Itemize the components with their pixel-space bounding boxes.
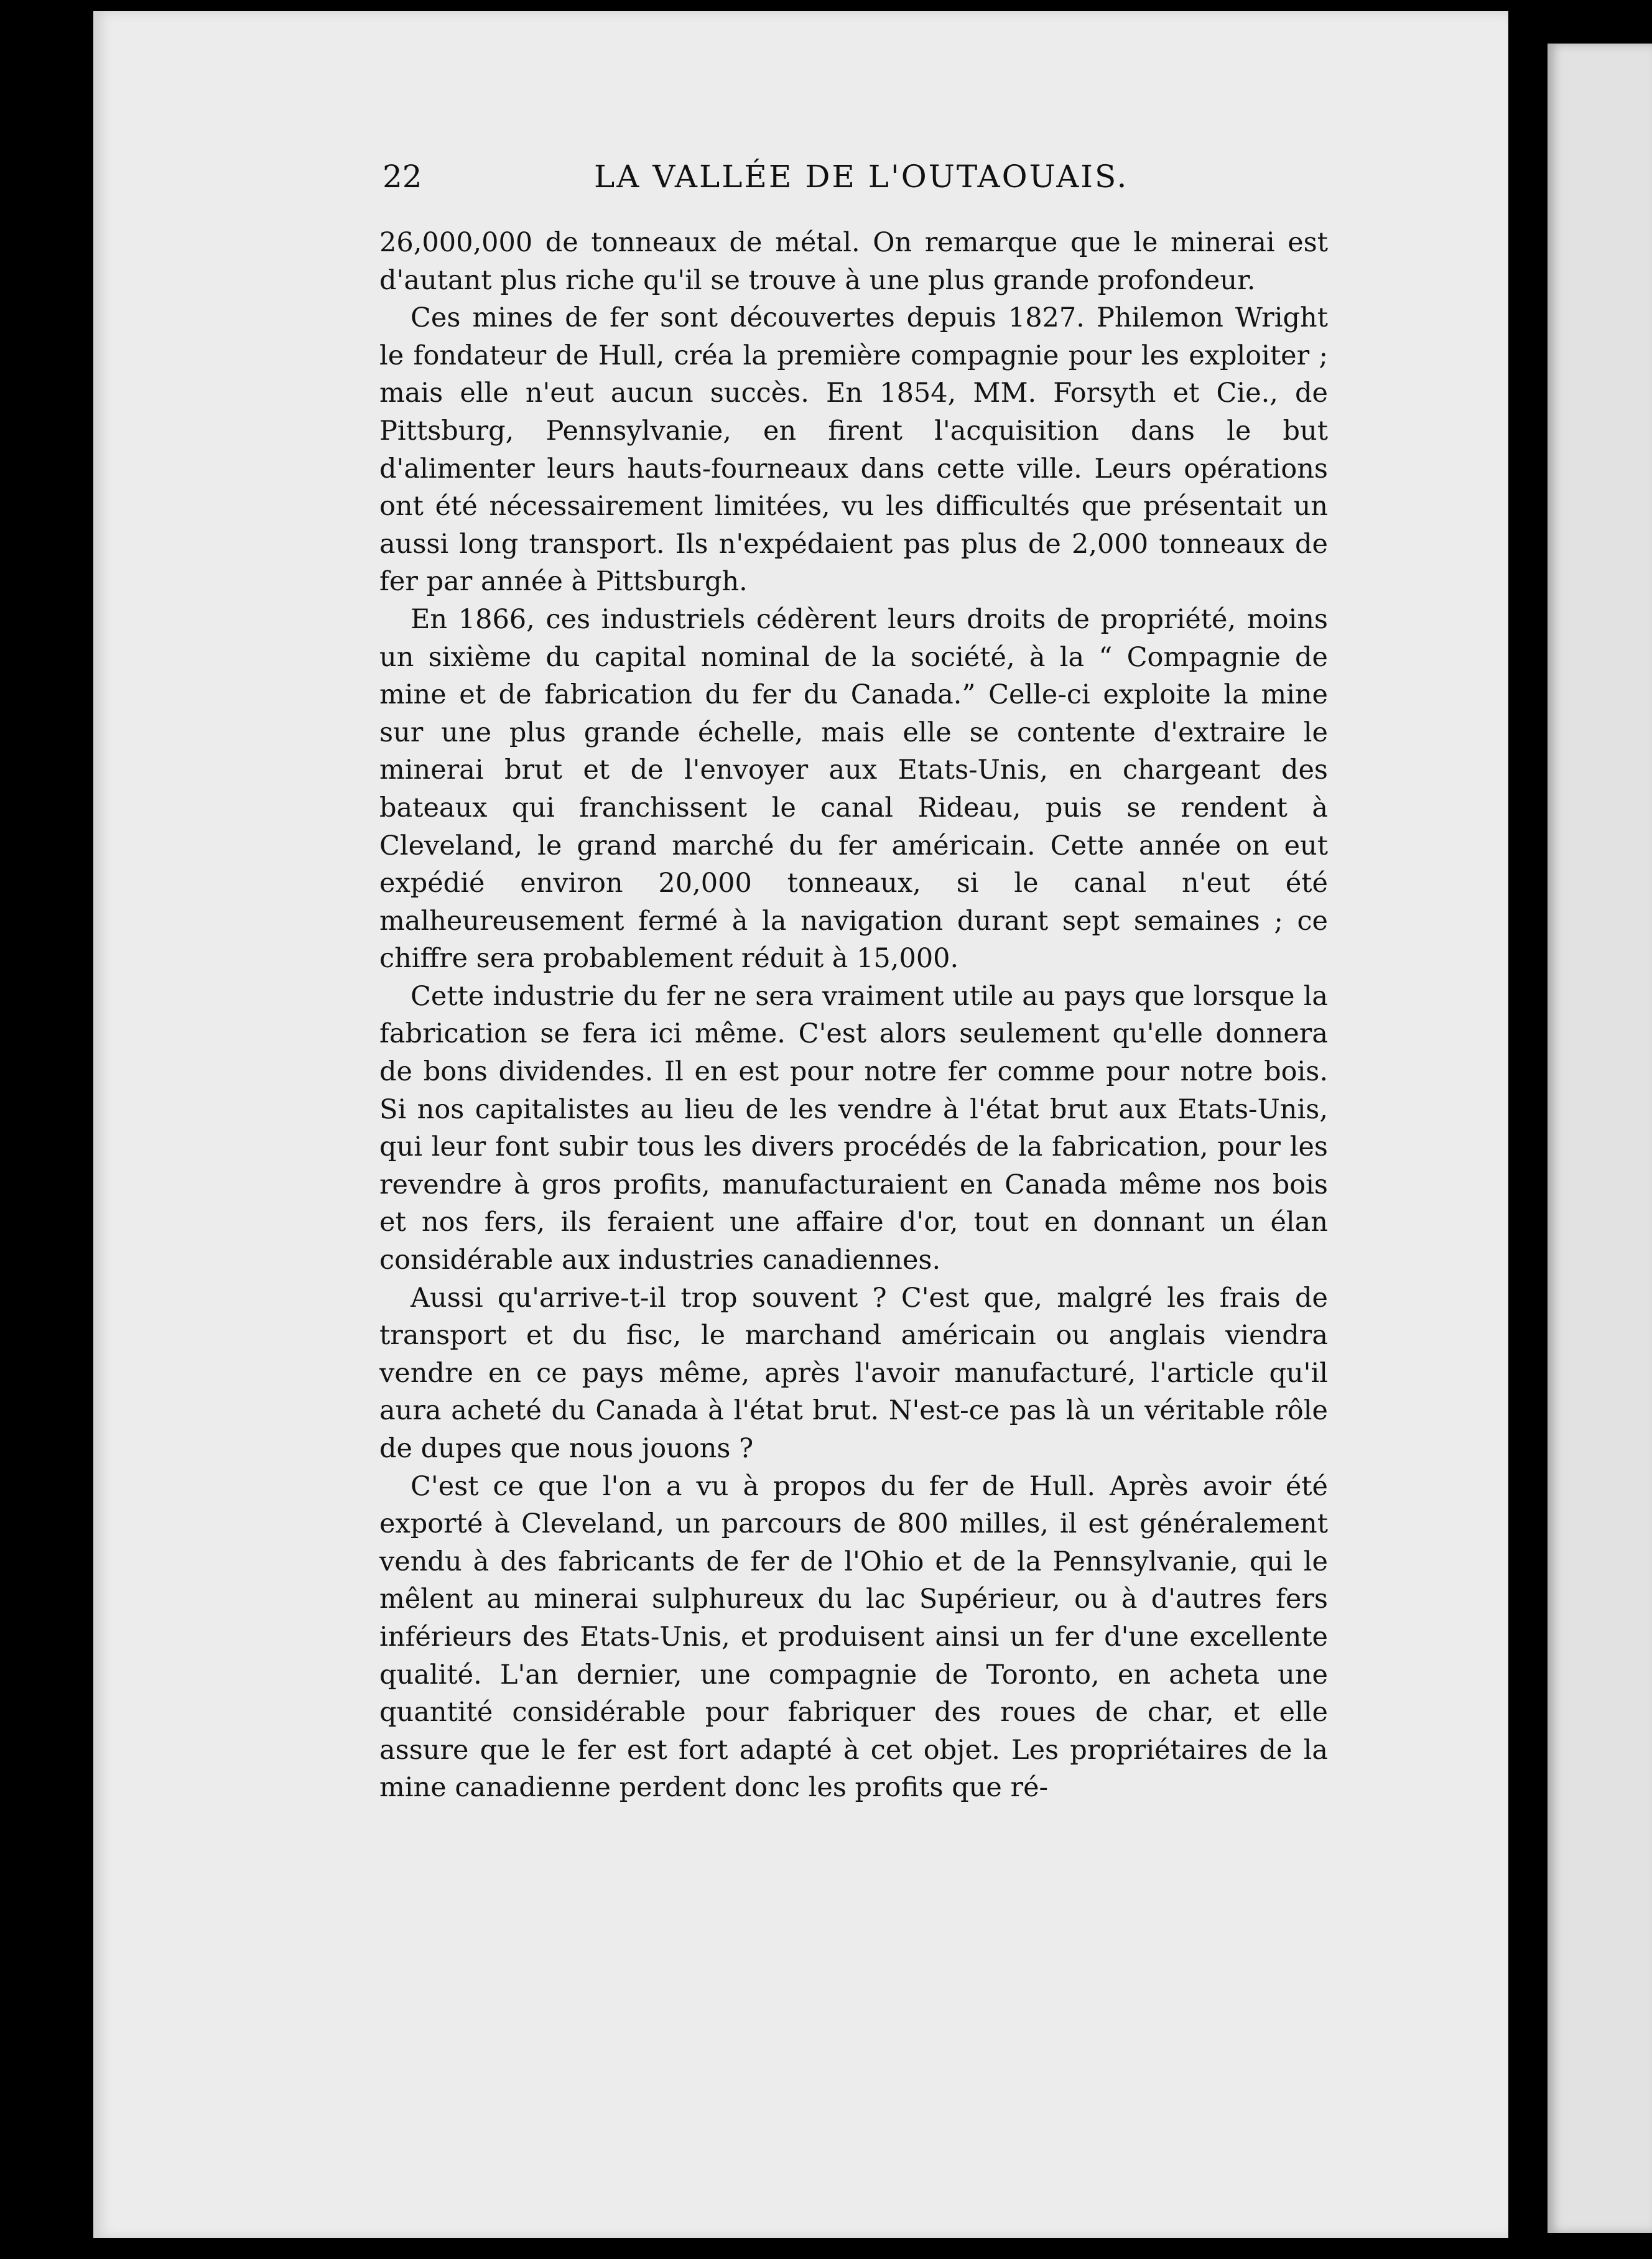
body-text: [379, 224, 1328, 1807]
paragraph: Cette industrie du fer ne sera vraiment utile au pays que lorsque la fabrication se fera ici même. C'est alors seulement qu'elle donnera de bons dividendes. Il en est pour notre fer comme pour notre bois. Si nos capitalistes au lieu de les vendre à l'état brut aux Etats-Unis, qui leur font subir tous les divers procédés de la fabrication, pour les revendre à gros profits, manufacturaient en Canada même nos bois et nos fers, ils feraient une affaire d'or, tout en donnant un élan considérable aux industries canadiennes.: [379, 980, 1328, 1276]
paragraph: Aussi qu'arrive-t-il trop souvent ? C'est que, malgré les frais de transport et du fisc, le marchand américain ou anglais viendra vendre en ce pays même, après l'avoir manufacturé, l'article qu'il aura acheté du Canada à l'état brut. N'est-ce pas là un véritable rôle de dupes que nous jouons ?: [379, 1282, 1328, 1464]
paragraph: 26,000,000 de tonneaux de métal. On remarque que le minerai est d'autant plus riche qu'il se trouve à une plus grande profondeur.: [379, 227, 1328, 296]
facing-page-edge: [1548, 44, 1652, 2233]
paragraph: C'est ce que l'on a vu à propos du fer de Hull. Après avoir été exporté à Cleveland, un parcours de 800 milles, il est généralement vendu à des fabricants de fer de l'Ohio et de la Pennsylvanie, qui le mêlent au minerai sulphureux du lac Supérieur, ou à d'autres fers inférieurs des Etats-Unis, et produisent ainsi un fer d'une excellente qualité. L'an dernier, une compagnie de Toronto, en acheta une quantité considérable pour fabriquer des roues de char, et elle assure que le fer est fort adapté à cet objet. Les propriétaires de la mine canadienne perdent donc les profits que ré-: [379, 1470, 1328, 1804]
running-title: LA VALLÉE DE L'OUTAOUAIS.: [594, 159, 1129, 195]
page-number: 22: [383, 159, 422, 195]
paragraph: En 1866, ces industriels cédèrent leurs droits de propriété, moins un sixième du capital nominal de la société, à la “ Compagnie de mine et de fabrication du fer du Canada.” Celle-ci exploite la mine sur une plus grande échelle, mais elle se contente d'extraire le minerai brut et de l'envoyer aux Etats-Unis, en chargeant des bateaux qui franchissent le canal Rideau, puis se rendent à Cleveland, le grand marché du fer américain. Cette année on eut expédié environ 20,000 tonneaux, si le canal n'eut été malheureusement fermé à la navigation durant sept semaines ; ce chiffre sera probablement réduit à 15,000.: [379, 603, 1328, 975]
page-header: [292, 159, 1144, 208]
paragraph: Ces mines de fer sont découvertes depuis 1827. Philemon Wright le fondateur de Hull, créa la première compagnie pour les exploiter ; mais elle n'eut aucun succès. En 1854, MM. Forsyth et Cie., de Pittsburg, Pennsylvanie, en firent l'acquisition dans le but d'alimenter leurs hauts-fourneaux dans cette ville. Leurs opérations ont été nécessairement limitées, vu les difficultés que présentait un aussi long transport. Ils n'expédaient pas plus de 2,000 tonneaux de fer par année à Pittsburgh.: [379, 302, 1328, 598]
